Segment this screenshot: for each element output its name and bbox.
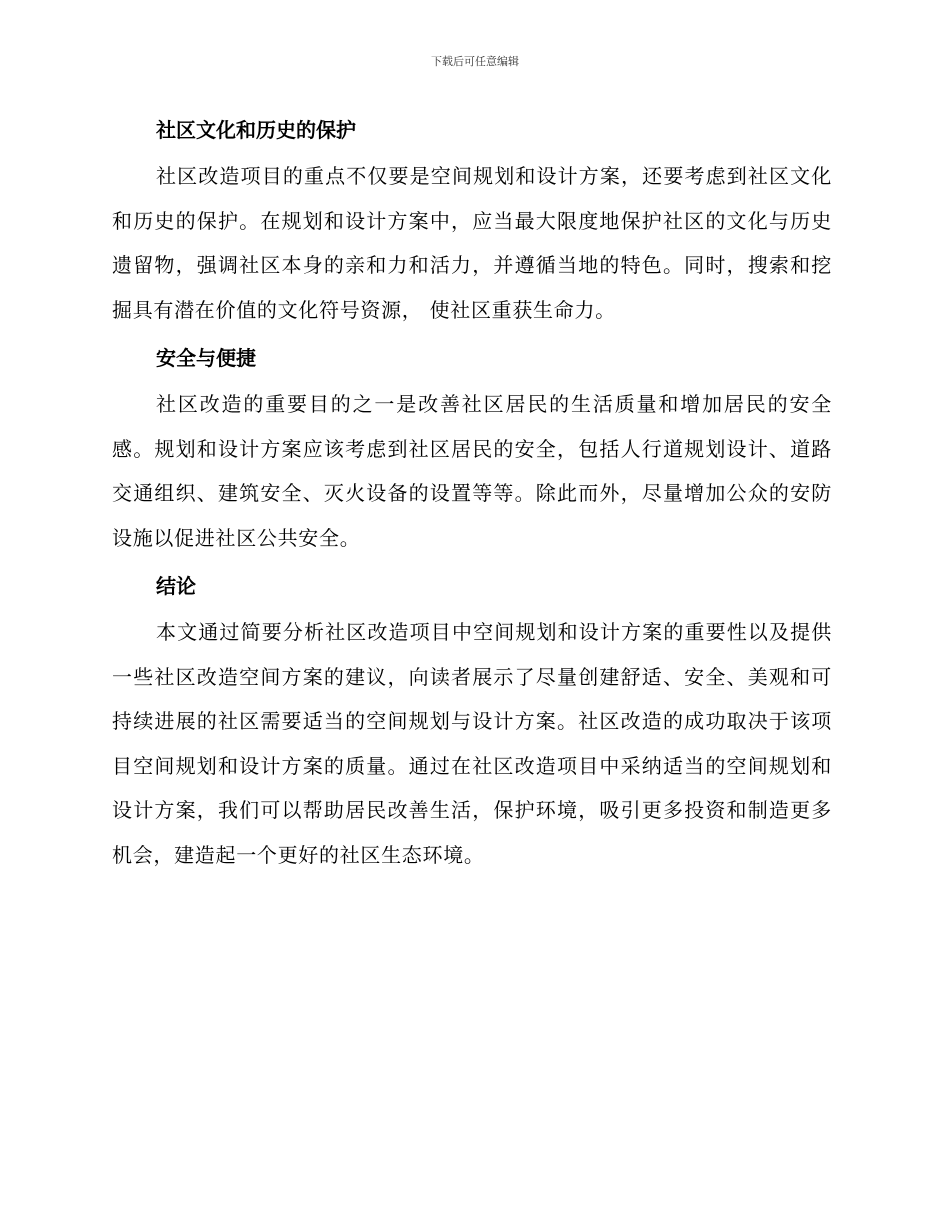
paragraph-conclusion: 本文通过简要分析社区改造项目中空间规划和设计方案的重要性以及提供一些社区改造空间方案的建议，向读者展示了尽量创建舒适、安全、美观和可持续进展的社区需要适当的空间规划与设计方案。社区改造的成功取决于该项目空间规划和设计方案的质量。通过在社区改造项目中采纳适当的空间规划和设计方案，我们可以帮助居民改善生活，保护环境，吸引更多投资和制造更多机会，建造起一个更好的社区生态环境。 (112, 620, 832, 867)
section-heading-safety: 安全与便捷 (156, 346, 256, 370)
paragraph-safety: 社区改造的重要目的之一是改善社区居民的生活质量和增加居民的安全感。规划和设计方案应该考虑到社区居民的安全，包括人行道规划设计、道路交通组织、建筑安全、灭火设备的设置等等。除此而外，尽量增加公众的安防设施以促进社区公共安全。 (112, 392, 832, 550)
paragraph-culture-history: 社区改造项目的重点不仅要是空间规划和设计方案，还要考虑到社区文化和历史的保护。在规划和设计方案中，应当最大限度地保护社区的文化与历史遗留物，强调社区本身的亲和力和活力，并遵循当地的特色。同时，搜索和挖掘具有潜在价值的文化符号资源， 使社区重获生命力。 (112, 164, 832, 322)
section-heading-conclusion: 结论 (156, 574, 196, 598)
page-header: 下载后可任意编辑 (431, 55, 519, 68)
section-heading-culture-history: 社区文化和历史的保护 (156, 118, 356, 142)
document-body (112, 108, 832, 881)
